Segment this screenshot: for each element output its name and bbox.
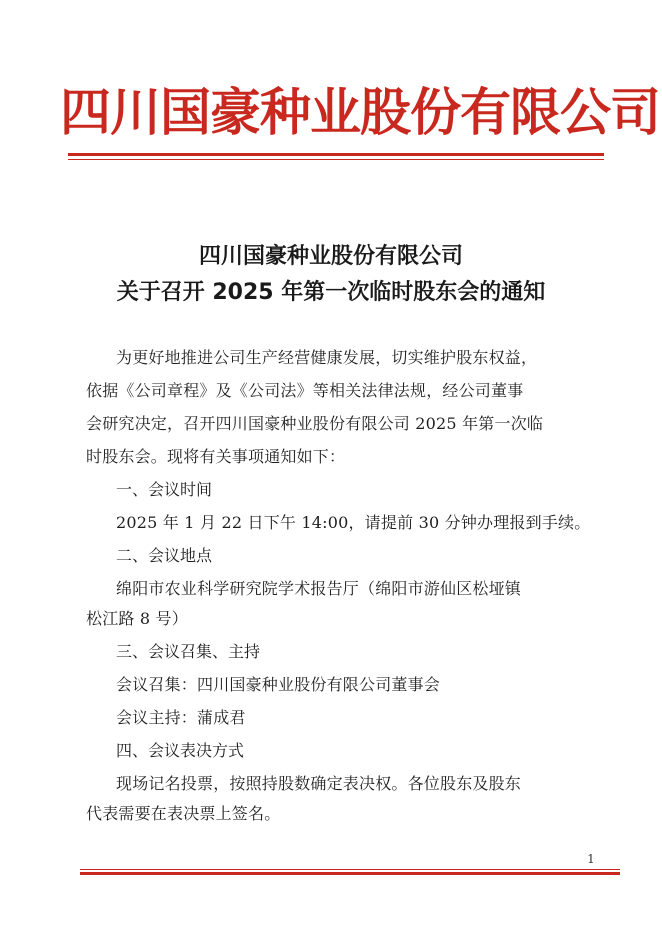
section-heading-convene-host: 三、会议召集、主持 (116, 642, 261, 661)
notice-title-line1: 四川国豪种业股份有限公司 (198, 244, 463, 269)
meeting-place-line-1: 绵阳市农业科学研究院学术报告厅（绵阳市游仙区松垭镇 (116, 579, 522, 598)
intro-line-3: 会研究决定，召开四川国豪种业股份有限公司 2025 年第一次临 (86, 414, 544, 433)
voting-method-line-2: 代表需要在表决票上签名。 (86, 804, 281, 823)
meeting-place-line-2: 松江路 8 号） (86, 609, 188, 628)
host-text: 会议主持：蒲成君 (116, 708, 246, 727)
letterhead-company-name: 四川国豪种业股份有限公司 (60, 84, 661, 143)
intro-line-2: 依据《公司章程》及《公司法》等相关法律法规，经公司董事 (86, 381, 524, 400)
intro-line-1: 为更好地推进公司生产经营健康发展，切实维护股东权益， (116, 348, 538, 367)
intro-line-4: 时股东会。现将有关事项通知如下： (86, 447, 346, 466)
page-number: 1 (566, 852, 616, 866)
section-heading-meeting-time: 一、会议时间 (116, 480, 213, 499)
notice-title-line2: 关于召开 2025 年第一次临时股东会的通知 (116, 280, 546, 305)
letterhead-rule-thick (68, 153, 604, 156)
section-heading-meeting-place: 二、会议地点 (116, 546, 213, 565)
voting-method-line-1: 现场记名投票，按照持股数确定表决权。各位股东及股东 (116, 774, 522, 793)
convener-text: 会议召集：四川国豪种业股份有限公司董事会 (116, 675, 441, 694)
section-heading-voting-method: 四、会议表决方式 (116, 741, 245, 760)
footer-rule-thin (80, 869, 620, 870)
meeting-time-text: 2025 年 1 月 22 日下午 14:00，请提前 30 分钟办理报到手续。 (116, 513, 591, 532)
letterhead-rule-thin (68, 159, 604, 160)
footer-rule-thick (80, 872, 620, 875)
